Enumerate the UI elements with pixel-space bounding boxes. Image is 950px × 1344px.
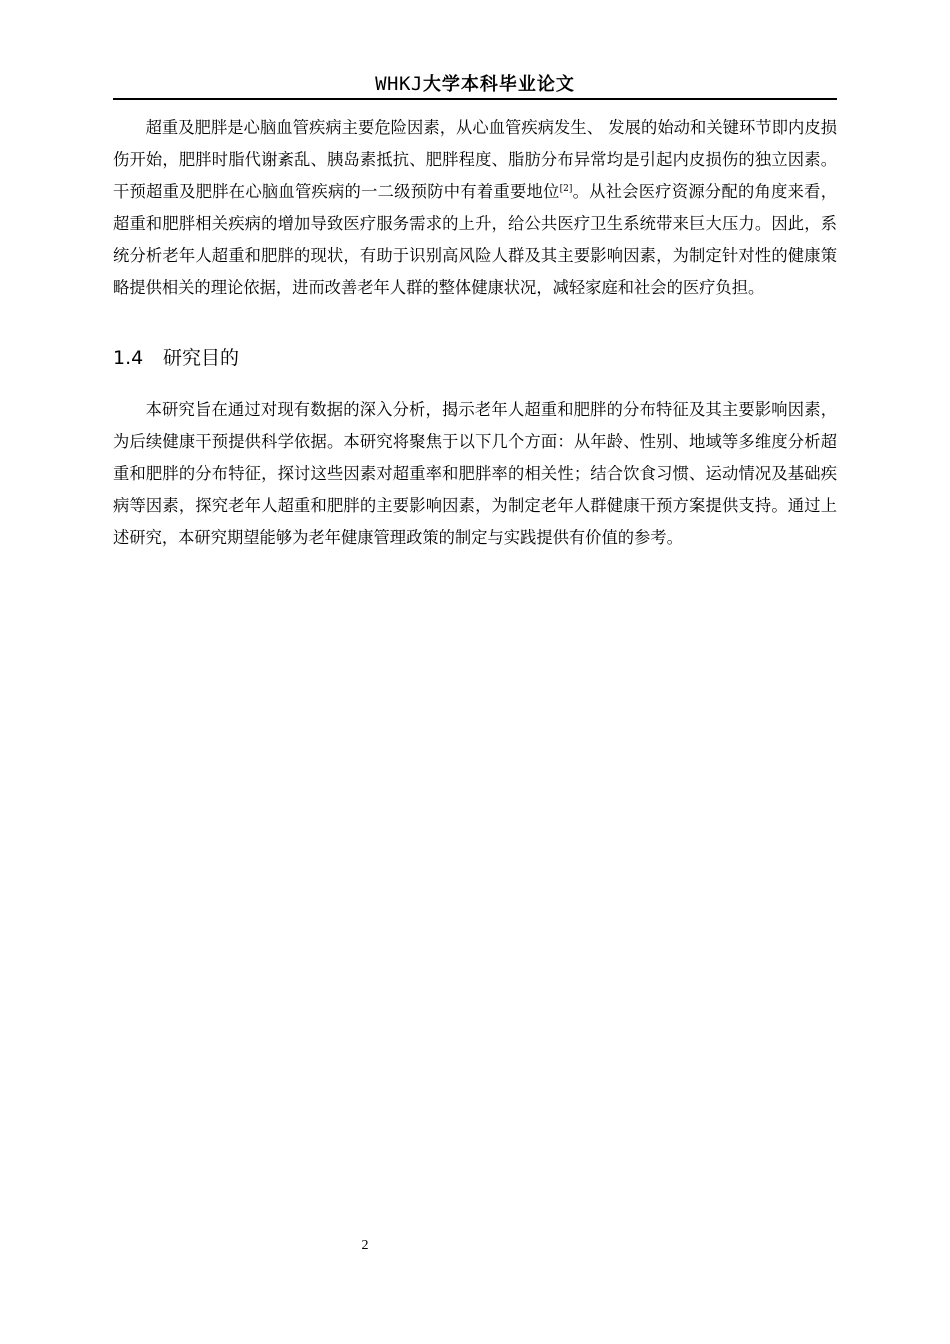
paragraph-2-text: 本研究旨在通过对现有数据的深入分析，揭示老年人超重和肥胖的分布特征及其主要影响因素，为后续健康干预提供科学依据。本研究将聚焦于以下几个方面：从年龄、性别、地域等多维度分析超重和肥胖的分布特征，探讨这些因素对超重率和肥胖率的相关性；结合饮食习惯、运动情况及基础疾病等因素，探究老年人超重和肥胖的主要影响因素，为制定老年人群健康干预方案提供支持。通过上述研究，本研究期望能够为老年健康管理政策的制定与实践提供有价值的参考。 bbox=[113, 400, 837, 547]
header-title: 大学本科毕业论文 bbox=[422, 74, 575, 95]
section-heading bbox=[113, 340, 239, 376]
section-number: 1.4 bbox=[113, 347, 144, 369]
running-header bbox=[113, 68, 837, 98]
paragraph-1-text-a: 超重及肥胖是心脑血管疾病主要危险因素，从心血管疾病发生、 发展的始动和关键环节即内皮损伤开始，肥胖时脂代谢紊乱、胰岛素抵抗、肥胖程度、脂肪分布异常均是引起内皮损伤的独立因素。干预超重及肥胖在心脑血管疾病的一二级预防中有着重要地位 bbox=[113, 118, 837, 201]
citation-ref: [2] bbox=[559, 184, 573, 194]
body-paragraph-2 bbox=[113, 394, 837, 554]
page-number: 2 bbox=[361, 1238, 369, 1253]
header-rule bbox=[113, 98, 837, 100]
paragraph-1-text-b: 。从社会医疗资源分配的角度来看，超重和肥胖相关疾病的增加导致医疗服务需求的上升，给公共医疗卫生系统带来巨大压力。因此，系统分析老年人超重和肥胖的现状，有助于识别高风险人群及其主要影响因素，为制定针对性的健康策略提供相关的理论依据，进而改善老年人群的整体健康状况，减轻家庭和社会的医疗负担。 bbox=[113, 182, 837, 297]
header-code: WHKJ bbox=[375, 73, 423, 95]
body-paragraph-1 bbox=[113, 112, 837, 304]
section-title: 研究目的 bbox=[163, 347, 240, 369]
